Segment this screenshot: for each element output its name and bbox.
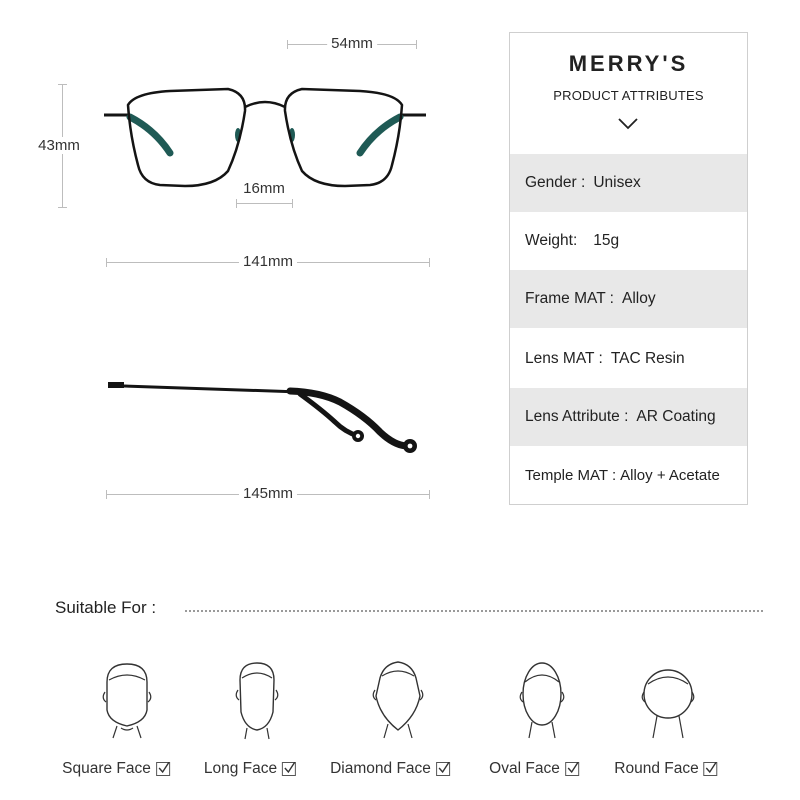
checkmark-icon xyxy=(438,762,450,774)
square-face-icon xyxy=(97,660,157,740)
attr-key: Lens Attribute : xyxy=(525,408,629,425)
face-label-text: Round Face xyxy=(614,760,699,777)
dotted-divider xyxy=(185,610,763,612)
frame-width-label: 141mm xyxy=(239,253,297,270)
face-label-text: Diamond Face xyxy=(330,760,431,777)
bridge-line xyxy=(236,203,293,204)
product-attributes-panel xyxy=(509,32,748,505)
temple-side-icon xyxy=(100,370,430,465)
attr-row-temple-mat xyxy=(510,446,747,504)
diamond-face-icon xyxy=(368,660,428,740)
bridge-label: 16mm xyxy=(239,180,289,197)
temple-length-label: 145mm xyxy=(239,485,297,502)
checkbox-round-face[interactable] xyxy=(704,762,718,776)
checkmark-icon xyxy=(158,762,170,774)
round-face-icon xyxy=(638,660,698,740)
brand-logo: MERRY'S xyxy=(568,51,689,76)
lens-width-label: 54mm xyxy=(327,35,377,52)
oval-face-icon xyxy=(512,660,572,740)
panel-subtitle: PRODUCT ATTRIBUTES xyxy=(553,88,704,103)
attr-row-lens-mat xyxy=(510,330,747,388)
glasses-front-icon xyxy=(100,75,430,195)
attr-row-gender xyxy=(510,154,747,212)
attr-value: Alloy xyxy=(622,290,656,307)
suitable-for-title: Suitable For : xyxy=(55,598,157,617)
attr-row-weight xyxy=(510,212,747,270)
face-label-oval xyxy=(489,760,579,778)
checkmark-icon xyxy=(284,762,296,774)
face-label-long xyxy=(204,760,296,778)
checkbox-diamond-face[interactable] xyxy=(436,762,450,776)
attr-value: 15g xyxy=(593,232,620,249)
checkbox-long-face[interactable] xyxy=(282,762,296,776)
lens-height-label: 43mm xyxy=(34,137,84,154)
chevron-down-icon xyxy=(617,117,639,131)
attr-key: Temple MAT : xyxy=(525,466,617,484)
checkbox-oval-face[interactable] xyxy=(565,762,579,776)
attr-value: AR Coating xyxy=(636,408,716,425)
attr-key: Lens MAT : xyxy=(525,350,603,367)
checkmark-icon xyxy=(706,762,718,774)
face-label-diamond xyxy=(330,760,450,778)
attr-key: Weight: xyxy=(525,232,578,249)
attr-value: Unisex xyxy=(593,174,641,191)
face-label-round xyxy=(614,760,717,778)
attr-value: TAC Resin xyxy=(610,350,685,367)
attr-value: Alloy + Acetate xyxy=(620,466,720,484)
checkmark-icon xyxy=(567,762,579,774)
long-face-icon xyxy=(227,660,287,740)
attr-key: Frame MAT : xyxy=(525,290,614,307)
attr-key: Gender : xyxy=(525,174,586,191)
attr-row-lens-attribute xyxy=(510,388,747,446)
checkbox-square-face[interactable] xyxy=(156,762,170,776)
face-label-square xyxy=(62,760,170,778)
attr-row-frame-mat xyxy=(510,270,747,328)
face-label-text: Long Face xyxy=(203,760,278,777)
face-label-text: Oval Face xyxy=(489,760,560,777)
face-label-text: Square Face xyxy=(62,760,151,777)
